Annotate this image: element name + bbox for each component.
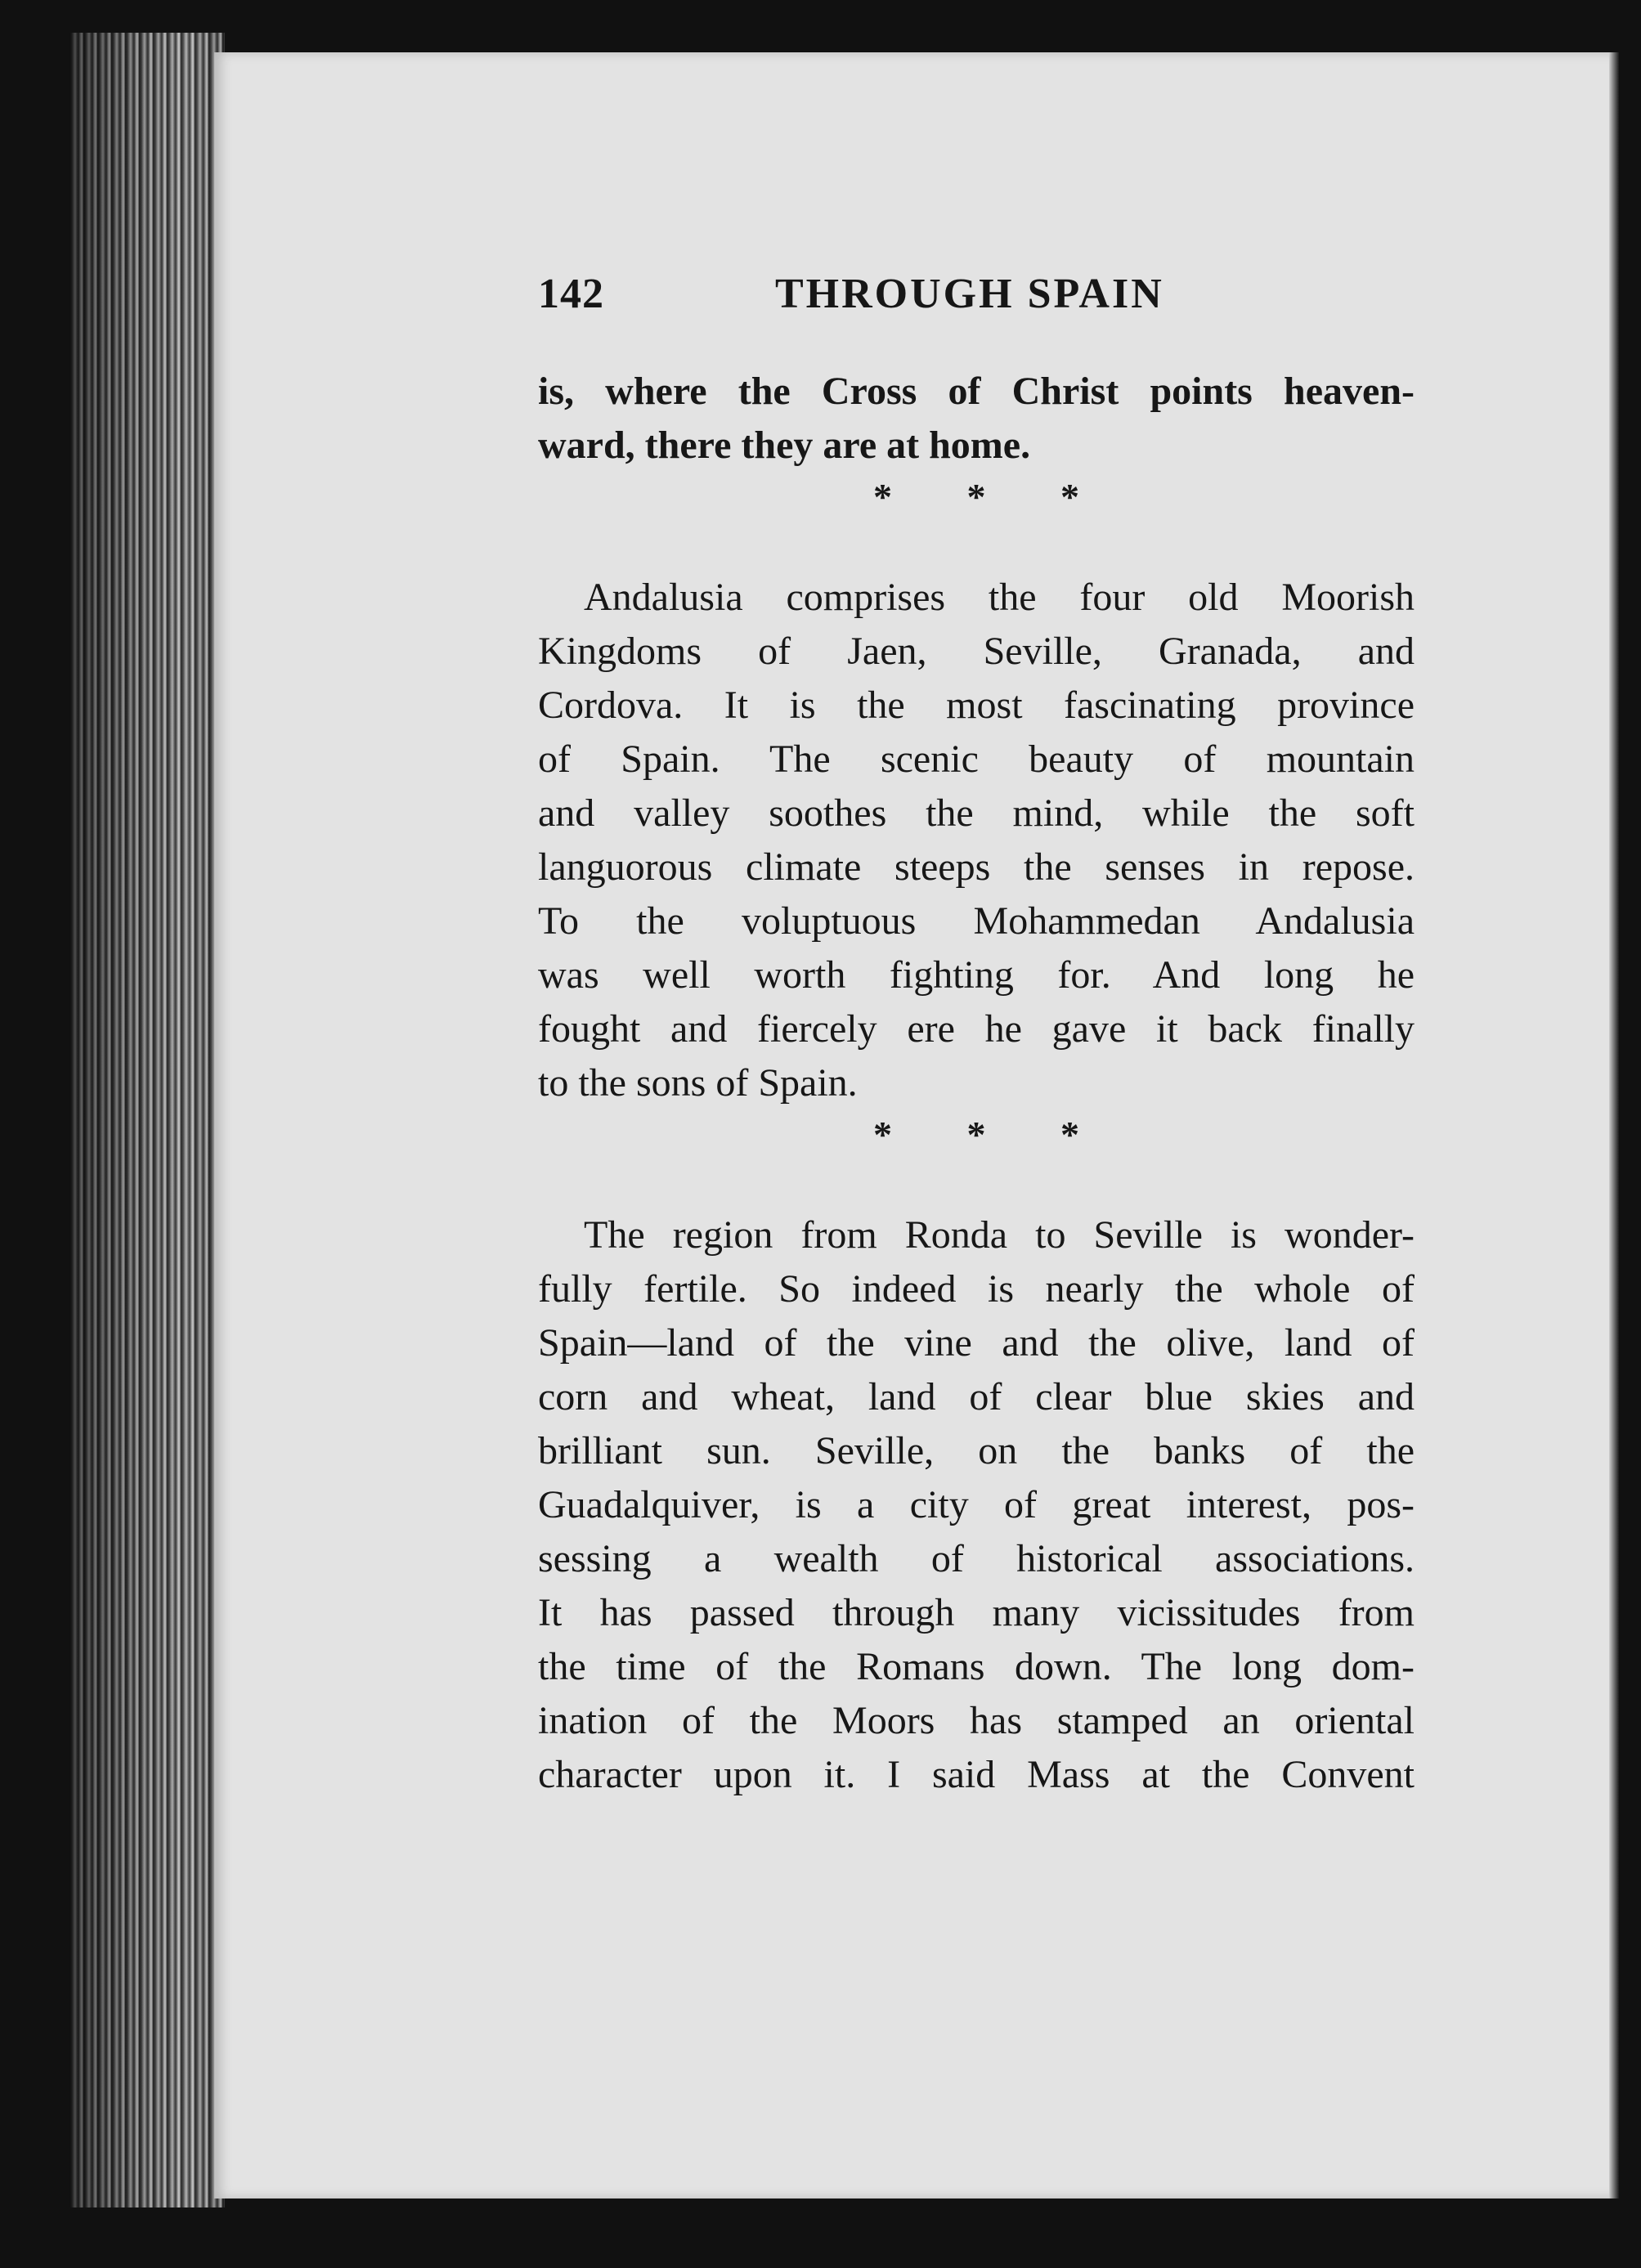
book-edge-shadow [69,33,225,2207]
text-line: Andalusia comprises the four old Moorish [584,576,1415,619]
running-header [538,270,1409,335]
text-line: character upon it. I said Mass at the Convent [538,1753,1415,1796]
text-line: of Spain. The scenic beauty of mountain [538,737,1415,781]
paragraph-seville [538,1208,1415,1802]
paragraph-andalusia [538,571,1415,1110]
spacer [538,522,1415,571]
body-text [538,365,1415,1802]
text-line: The region from Ronda to Seville is wonder- [584,1213,1415,1257]
page-right-edge [1609,52,1619,2199]
text-line: was well worth fighting for. And long he [538,953,1415,997]
text-line: the time of the Romans down. The long dom- [538,1645,1415,1688]
text-line: and valley soothes the mind, while the soft [538,791,1415,835]
page-number: 142 [538,271,604,317]
text-line: languorous climate steeps the senses in repose. [538,845,1415,889]
spacer [538,1159,1415,1208]
text-line: Kingdoms of Jaen, Seville, Granada, and [538,630,1415,673]
paragraph-continuation [538,365,1415,473]
text-line: Spain—land of the vine and the olive, land of [538,1321,1415,1365]
text-line: Cordova. It is the most fascinating province [538,684,1415,727]
text-line: is, where the Cross of Christ points heaven- [538,370,1415,413]
text-line: It has passed through many vicissitudes from [538,1591,1415,1634]
text-line: Guadalquiver, is a city of great interest, pos- [538,1483,1415,1526]
text-line: ination of the Moors has stamped an oriental [538,1699,1415,1742]
text-line: To the voluptuous Mohammedan Andalusia [538,899,1415,943]
text-line: corn and wheat, land of clear blue skies and [538,1375,1415,1419]
running-title: THROUGH SPAIN [775,271,1164,317]
section-separator: * * * [873,1114,1112,1155]
text-line: to the sons of Spain. [538,1061,858,1105]
section-separator: * * * [873,476,1112,518]
text-line: sessing a wealth of historical associations. [538,1537,1415,1580]
text-line: fought and fiercely ere he gave it back finally [538,1007,1415,1051]
text-line: fully fertile. So indeed is nearly the whole of [538,1267,1415,1311]
text-line: ward, there they are at home. [538,424,1031,467]
text-line: brilliant sun. Seville, on the banks of the [538,1429,1415,1472]
